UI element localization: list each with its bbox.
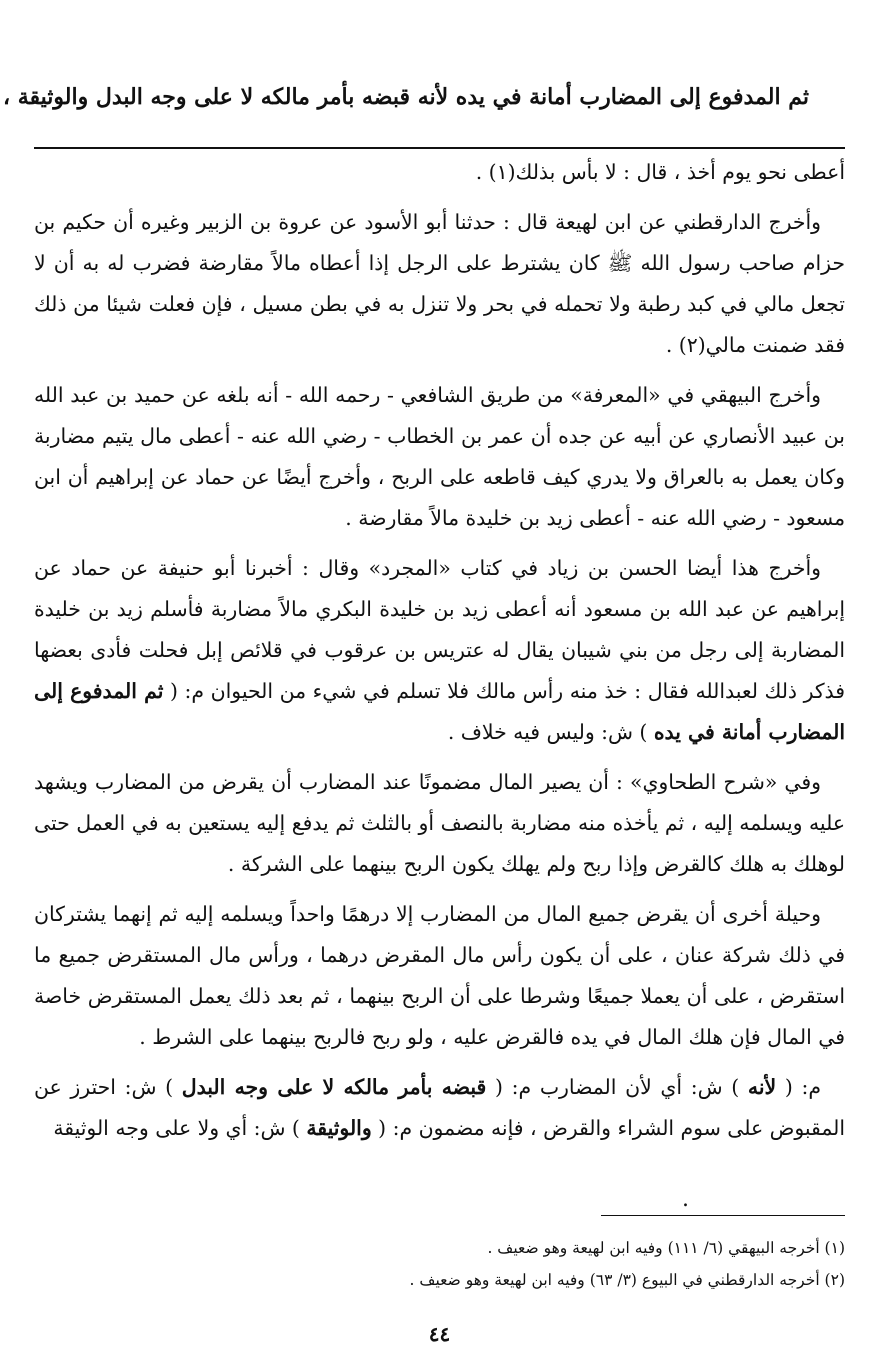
paragraph-4	[34, 548, 845, 753]
paragraph-4-tail: ) ش: وليس فيه خلاف .	[447, 720, 648, 744]
footnote-divider	[601, 1215, 845, 1216]
paragraph-7-part-a: م: (	[784, 1075, 821, 1099]
commentary-body	[34, 152, 845, 1158]
paragraph-7-matn-1: لأنه	[747, 1075, 777, 1099]
footnote-2: (٢) أخرجه الدارقطني في البيوع (٣/ ٦٣) وفيه ابن لهيعة وهو ضعيف .	[409, 1271, 845, 1289]
page-number: ٤٤	[428, 1322, 451, 1346]
paragraph-7	[34, 1067, 845, 1149]
footnote-1: (١) أخرجه البيهقي (٦/ ١١١) وفيه ابن لهيعة وهو ضعيف .	[487, 1239, 845, 1257]
paragraph-2: وأخرج الدارقطني عن ابن لهيعة قال : حدثنا أبو الأسود عن عروة بن الزبير وغيره أن حكيم بن حزام صاحب رسول الله ﷺ كان يشترط على الرجل إذا أعطاه مالاً مقارضة فضرب له به أن لا تجعل مالي في كبد رطبة ولا تحمله في بحر ولا تنزل به في بطن مسيل ، فإن فعلت شيئا من ذلك فقد ضمنت مالي(٢) .	[34, 210, 845, 357]
matn-header-line: ثم المدفوع إلى المضارب أمانة في يده لأنه قبضه بأمر مالكه لا على وجه البدل والوثيقة ،	[2, 84, 809, 110]
paragraph-7-part-c: ) ش: أي لأن المضارب م: (	[494, 1075, 740, 1099]
paragraph-5: وفي «شرح الطحاوي» : أن يصير المال مضمونًا عند المضارب أن يقرض من المضارب ويشهد عليه ويسلمه إليه ، ثم يأخذه منه مضاربة بالنصف أو بالثلث ثم يدفع إليه يستعين به في العمل حتى لوهلك به هلك كالقرض وإذا ربح ولم يهلك يكون الربح بينهما على الشركة .	[34, 770, 845, 876]
paragraph-7-part-d: ) ش: احترز عن المقبوض على سوم الشراء والقرض ، فإنه مضمون م: (	[34, 1075, 845, 1140]
paragraph-4-text: وأخرج هذا أيضا الحسن بن زياد في كتاب «المجرد» وقال : أخبرنا أبو حنيفة عن حماد عن إبراهيم عن عبد الله بن مسعود أنه أعطى زيد بن خليدة البكري مالاً مضاربة فأسلم زيد بن خليدة المضاربة إلى رجل من بني شيبان يقال له عتريس بن عرقوب في قلائص إبل فحلت فأدى بعضها فذكر ذلك لعبدالله فقال : خذ منه رأس مالك فلا تسلم في شيء من الحيوان م: (	[34, 556, 846, 703]
paragraph-7-part-e: ) ش: أي ولا على وجه الوثيقة	[53, 1116, 300, 1140]
footnotes	[34, 1232, 845, 1296]
paragraph-7-matn-2: قبضه بأمر مالكه لا على وجه البدل	[181, 1075, 487, 1099]
paragraph-6: وحيلة أخرى أن يقرض جميع المال من المضارب إلا درهمًا واحداً ويسلمه إليه ثم إنهما يشتركان في ذلك شركة عنان ، على أن يكون رأس مال المقرض درهما ، ورأس مال المستقرض جميع ما استقرض ، على أن يعملا جميعًا وشرطا على أن الربح بينهما ، ثم بعد ذلك يعمل المستقرض خاصة في المال فإن هلك المال في يده فالقرض عليه ، ولو ربح فالربح بينهما على الشرط .	[34, 902, 845, 1049]
paragraph-7-matn-3: والوثيقة	[306, 1116, 372, 1140]
paragraph-4-matn-quote: ثم المدفوع إلى المضارب أمانة في يده	[34, 679, 845, 744]
paragraph-3: وأخرج البيهقي في «المعرفة» من طريق الشافعي - رحمه الله - أنه بلغه عن حميد بن عبد الله بن عبيد الأنصاري عن أبيه عن جده أن عمر بن الخطاب - رضي الله عنه - أعطى مال يتيم مضاربة وكان يعمل به بالعراق ولا يدري كيف قاطعه على الربح ، وأخرج أيضًا عن حماد عن إبراهيم أن ابن مسعود - رضي الله عنه - أعطى زيد بن خليدة مالاً مقارضة .	[34, 383, 845, 530]
paragraph-1: أعطى نحو يوم أخذ ، قال : لا بأس بذلك(١) .	[475, 160, 845, 184]
header-divider	[34, 147, 845, 149]
separator-dot: .	[682, 1187, 689, 1212]
